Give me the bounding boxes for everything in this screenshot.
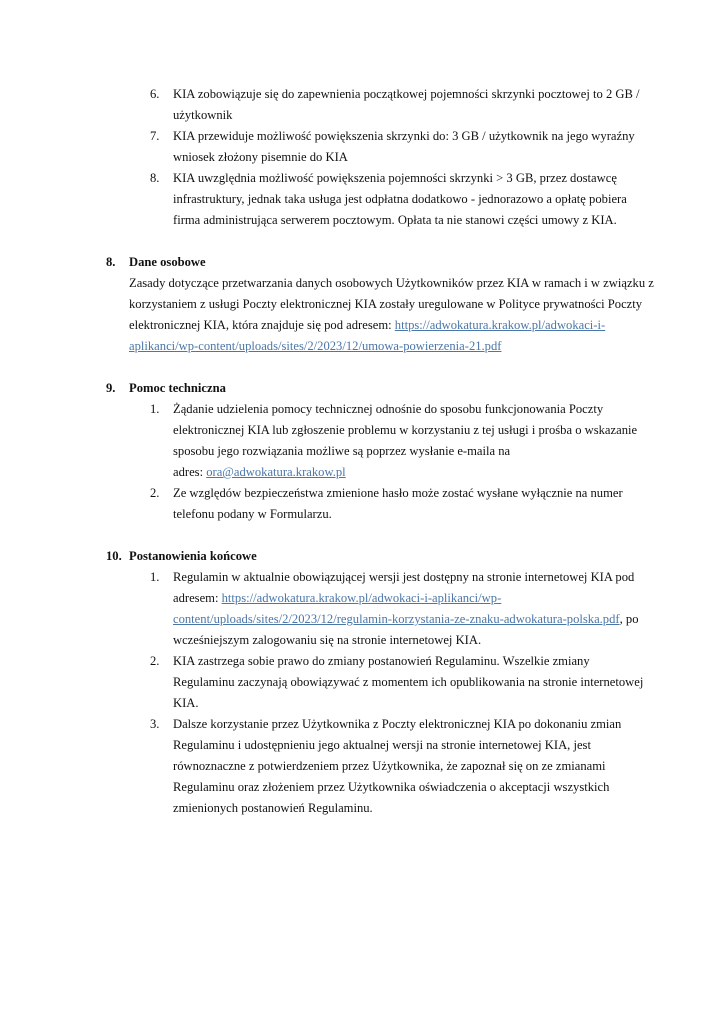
address-label: adres: — [173, 465, 207, 479]
list-item-text: wniosek złożony pisemnie do KIA — [173, 150, 348, 164]
paragraph-line — [129, 317, 605, 333]
paragraph-line: Zasady dotyczące przetwarzania danych osobowych Użytkowników przez KIA w ramach i w związku z — [129, 276, 654, 290]
list-item-text: Regulaminu i udostępnieniu jego aktualnej wersji na stronie internetowej KIA, jest — [173, 738, 591, 752]
list-item-text: KIA. — [173, 696, 199, 710]
paragraph-line: korzystaniem z usługi Poczty elektronicznej KIA zostały uregulowane w Polityce prywatności Poczty — [129, 297, 643, 311]
list-item-number: 2. — [150, 654, 160, 668]
list-item-text — [173, 590, 501, 606]
list-item-text: Regulamin w aktualnie obowiązującej wersji jest dostępny na stronie internetowej KIA pod — [173, 570, 635, 584]
list-item-number: 1. — [150, 570, 160, 584]
section-heading: Postanowienia końcowe — [129, 549, 257, 563]
list-item-text: Regulaminu zaczynają obowiązywać z momentem ich opublikowania na stronie internetowej — [173, 675, 644, 689]
address-label: adresem: — [173, 591, 222, 605]
list-item-text: KIA uwzględnia możliwość powiększenia pojemności skrzynki > 3 GB, przez dostawcę — [173, 171, 617, 185]
link-suffix: , po — [619, 612, 639, 626]
list-item-text: KIA zobowiązuje się do zapewnienia początkowej pojemności skrzynki pocztowej to 2 GB / — [173, 87, 640, 101]
privacy-policy-link-continued[interactable]: aplikanci/wp-content/uploads/sites/2/2023/12/umowa-powierzenia-21.pdf — [129, 339, 502, 353]
regulation-link[interactable]: https://adwokatura.krakow.pl/adwokaci-i-aplikanci/wp- — [221, 591, 502, 605]
list-item-text: firma administrująca serwerem pocztowym. Opłata ta nie stanowi części umowy z KIA. — [173, 213, 617, 227]
paragraph-line — [129, 338, 501, 354]
list-item-text: Żądanie udzielenia pomocy technicznej odnośnie do sposobu funkcjonowania Poczty — [173, 402, 604, 416]
section-number: 10. — [106, 549, 122, 563]
paragraph-text: elektronicznej KIA, która znajduje się pod adresem: — [129, 318, 395, 332]
section-number: 8. — [106, 255, 116, 269]
list-item-text: użytkownik — [173, 108, 233, 122]
section-heading: Pomoc techniczna — [129, 381, 226, 395]
list-item-text: KIA przewiduje możliwość powiększenia skrzynki do: 3 GB / użytkownik na jego wyraźny — [173, 129, 635, 143]
list-item-number: 1. — [150, 402, 160, 416]
list-item-text: Ze względów bezpieczeństwa zmienione hasło może zostać wysłane wyłącznie na numer — [173, 486, 623, 500]
list-item-text: infrastruktury, jednak taka usługa jest odpłatna dodatkowo - jednorazowo a opłatę pobiera — [173, 192, 627, 206]
section-number: 9. — [106, 381, 116, 395]
list-item-text: Regulaminu oraz złożeniem przez Użytkownika oświadczenia o akceptacji wszystkich — [173, 780, 610, 794]
list-item-number: 8. — [150, 171, 160, 185]
list-item-text: równoznaczne z potwierdzeniem przez Użytkownika, że zapoznał się on ze zmianami — [173, 759, 606, 773]
list-item-text: Dalsze korzystanie przez Użytkownika z Poczty elektronicznej KIA po dokonaniu zmian — [173, 717, 622, 731]
section-heading: Dane osobowe — [129, 255, 206, 269]
list-item-text — [173, 611, 638, 627]
list-item-text: KIA zastrzega sobie prawo do zmiany postanowień Regulaminu. Wszelkie zmiany — [173, 654, 590, 668]
list-item-number: 6. — [150, 87, 160, 101]
list-item-text — [173, 464, 346, 480]
list-item-number: 2. — [150, 486, 160, 500]
list-item-number: 7. — [150, 129, 160, 143]
regulation-link-continued[interactable]: content/uploads/sites/2/2023/12/regulamin-korzystania-ze-znaku-adwokatura-polska.pdf — [173, 612, 620, 626]
list-item-text: zmienionych postanowień Regulaminu. — [173, 801, 373, 815]
list-item-text: sposobu jego rozwiązania możliwe są poprzez wysłanie e-maila na — [173, 444, 511, 458]
list-item-text: elektronicznej KIA lub zgłoszenie problemu w korzystaniu z tej usługi i prośba o wskazanie — [173, 423, 638, 437]
list-item-text: telefonu podany w Formularzu. — [173, 507, 332, 521]
privacy-policy-link[interactable]: https://adwokatura.krakow.pl/adwokaci-i- — [394, 318, 606, 332]
list-item-text: wcześniejszym zalogowaniu się na stronie internetowej KIA. — [173, 633, 482, 647]
support-email-link[interactable]: ora@adwokatura.krakow.pl — [206, 465, 346, 479]
list-item-number: 3. — [150, 717, 160, 731]
